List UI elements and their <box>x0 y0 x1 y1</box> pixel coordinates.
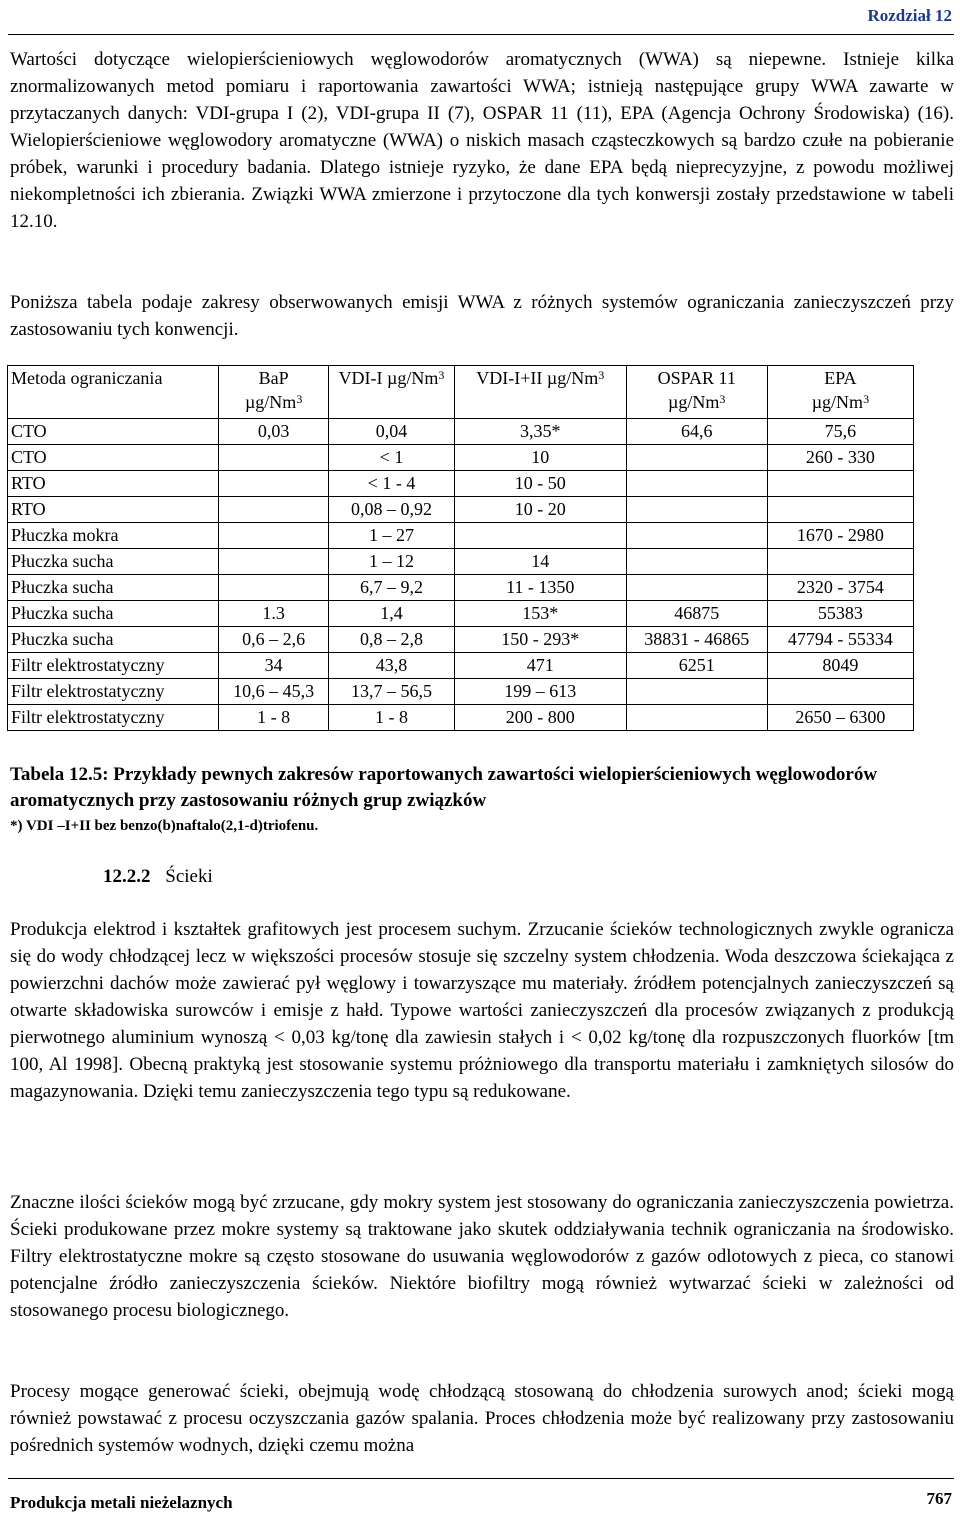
value-cell: 199 – 613 <box>454 679 626 705</box>
value-cell <box>626 549 767 575</box>
table-row <box>8 523 914 549</box>
table-row <box>8 653 914 679</box>
value-cell <box>219 549 329 575</box>
method-cell: Filtr elektrostatyczny <box>8 705 219 731</box>
value-cell: 10 <box>454 445 626 471</box>
method-cell: Płuczka sucha <box>8 549 219 575</box>
table-header-row <box>8 366 914 419</box>
table-row <box>8 549 914 575</box>
value-cell: 43,8 <box>329 653 455 679</box>
value-cell: 8049 <box>767 653 913 679</box>
value-cell: 55383 <box>767 601 913 627</box>
page-header <box>8 0 954 35</box>
value-cell: 14 <box>454 549 626 575</box>
table-row <box>8 601 914 627</box>
value-cell: 0,8 – 2,8 <box>329 627 455 653</box>
table-row <box>8 575 914 601</box>
value-cell: 1 – 27 <box>329 523 455 549</box>
value-cell: 75,6 <box>767 419 913 445</box>
value-cell: 34 <box>219 653 329 679</box>
value-cell: 2650 – 6300 <box>767 705 913 731</box>
value-cell: 10 - 20 <box>454 497 626 523</box>
section-heading <box>103 866 213 888</box>
value-cell: 6251 <box>626 653 767 679</box>
value-cell: 1,4 <box>329 601 455 627</box>
value-cell: 1 - 8 <box>329 705 455 731</box>
value-cell: 471 <box>454 653 626 679</box>
table-row <box>8 679 914 705</box>
method-cell: Płuczka sucha <box>8 575 219 601</box>
paragraph-graphite-wastewater: Produkcja elektrod i kształtek grafitowych jest procesem suchym. Zrzucanie ścieków technologicznych zwykle ogranicza się do wody chłodzącej lecz w większości procesów stosuje się szczelny system chłodzenia. Woda deszczowa ściekająca z powierzchni dachów może zawierać pył węglowy i towarzyszące mu materiały. źródłem potencjalnych zanieczyszczeń są otwarte składowiska surowców i emisje z hałd. Typowe wartości zanieczyszczeń dla procesów związanych z produkcją pierwotnego aluminium wynoszą < 0,03 kg/tonę dla zawiesin stałych i < 0,02 kg/tonę dla rozpuszczonych fluorków [tm 100, Al 1998]. Obecną praktyką jest stosowanie systemu próżniowego dla transportu materiału i zamkniętych silosów do magazynowania. Dzięki temu zanieczyszczenia tego typu są redukowane. <box>10 919 954 1102</box>
value-cell: 200 - 800 <box>454 705 626 731</box>
table-row <box>8 497 914 523</box>
value-cell <box>626 471 767 497</box>
value-cell <box>626 497 767 523</box>
value-cell <box>626 523 767 549</box>
method-cell: Płuczka mokra <box>8 523 219 549</box>
value-cell: 47794 - 55334 <box>767 627 913 653</box>
value-cell <box>767 497 913 523</box>
method-cell: RTO <box>8 471 219 497</box>
value-cell: < 1 - 4 <box>329 471 455 497</box>
method-cell: Filtr elektrostatyczny <box>8 679 219 705</box>
value-cell: 46875 <box>626 601 767 627</box>
value-cell <box>626 575 767 601</box>
value-cell: 1.3 <box>219 601 329 627</box>
table-row <box>8 419 914 445</box>
paragraph-table-intro: Poniższa tabela podaje zakresy obserwowanych emisji WWA z różnych systemów ograniczania zanieczyszczeń przy zastosowaniu tych konwencji. <box>10 292 954 340</box>
value-cell <box>626 705 767 731</box>
value-cell: 0,6 – 2,6 <box>219 627 329 653</box>
value-cell <box>219 575 329 601</box>
header-cell: VDI-I+II µg/Nm$^3$ <box>454 366 626 419</box>
value-cell: < 1 <box>329 445 455 471</box>
method-cell: Filtr elektrostatyczny <box>8 653 219 679</box>
table-row <box>8 471 914 497</box>
value-cell: 2320 - 3754 <box>767 575 913 601</box>
paragraph-wwa-intro: Wartości dotyczące wielopierścieniowych węglowodorów aromatycznych (WWA) są niepewne. Istnieje kilka znormalizowanych metod pomiaru i raportowania zawartości WWA; istnieją następujące grupy WWA zawarte w przytaczanych danych: VDI-grupa I (2), VDI-grupa II (7), OSPAR 11 (11), EPA (Agencja Ochrony Środowiska) (16). Wielopierścieniowe węglowodory aromatyczne (WWA) o niskich masach cząsteczkowych są bardzo czułe na pobieranie próbek, warunki i procedury badania. Dlatego istnieje ryzyko, że dane EPA będą nieprecyzyjne, z powodu możliwej niekompletności ich zbierania. Związki WWA zmierzone i przytoczone dla tych konwersji zostały przedstawione w tabeli 12.10. <box>10 49 954 232</box>
value-cell: 10 - 50 <box>454 471 626 497</box>
method-cell: Płuczka sucha <box>8 601 219 627</box>
table-footnote: *) VDI –I+II bez benzo(b)naftalo(2,1-d)triofenu. <box>10 818 319 834</box>
value-cell: 0,03 <box>219 419 329 445</box>
page-footer <box>8 1478 954 1512</box>
paragraph-wet-systems: Znaczne ilości ścieków mogą być zrzucane, gdy mokry system jest stosowany do ograniczania zanieczyszczenia powietrza. Ścieki produkowane przez mokre systemy są traktowane jako skutek oddziaływania technik ograniczania na środowisko. Filtry elektrostatyczne mokre są często stosowane do usuwania węglowodorów z gazów odlotowych z pieca, co stanowi potencjalne źródło zanieczyszczenia ścieków. Niektóre biofiltry mogą również wytwarzać ścieki w zależności od stosowanego procesu biologicznego. <box>10 1192 954 1321</box>
value-cell: 1 - 8 <box>219 705 329 731</box>
value-cell <box>219 445 329 471</box>
section-number: 12.2.2 <box>103 866 151 887</box>
value-cell: 0,08 – 0,92 <box>329 497 455 523</box>
table-body <box>8 419 914 731</box>
value-cell: 260 - 330 <box>767 445 913 471</box>
header-cell: OSPAR 11 µg/Nm$^3$ <box>626 366 767 419</box>
emissions-table <box>7 365 914 731</box>
value-cell: 6,7 – 9,2 <box>329 575 455 601</box>
value-cell <box>219 471 329 497</box>
header-cell: EPA µg/Nm$^3$ <box>767 366 913 419</box>
value-cell: 10,6 – 45,3 <box>219 679 329 705</box>
value-cell: 150 - 293* <box>454 627 626 653</box>
page-number: 767 <box>926 1489 952 1508</box>
section-title: Ścieki <box>165 866 213 887</box>
table-row <box>8 705 914 731</box>
value-cell <box>767 679 913 705</box>
method-cell: RTO <box>8 497 219 523</box>
value-cell <box>454 523 626 549</box>
value-cell <box>767 549 913 575</box>
value-cell: 13,7 – 56,5 <box>329 679 455 705</box>
value-cell: 1 – 12 <box>329 549 455 575</box>
value-cell: 153* <box>454 601 626 627</box>
value-cell <box>626 445 767 471</box>
header-cell: BaP µg/Nm$^3$ <box>219 366 329 419</box>
paragraph-cooling: Procesy mogące generować ścieki, obejmują wodę chłodzącą stosowaną do chłodzenia surowych anod; ścieki mogą również powstawać z procesu oczyszczania gazów spalania. Proces chłodzenia może być realizowany przy zastosowaniu pośrednich systemów wodnych, dzięki czemu można <box>10 1381 954 1456</box>
chapter-label: Rozdział 12 <box>867 6 952 25</box>
value-cell: 0,04 <box>329 419 455 445</box>
table-row <box>8 445 914 471</box>
footer-title: Produkcja metali nieżelaznych <box>10 1493 233 1512</box>
value-cell: 3,35* <box>454 419 626 445</box>
table-row <box>8 627 914 653</box>
value-cell: 64,6 <box>626 419 767 445</box>
value-cell: 1670 - 2980 <box>767 523 913 549</box>
value-cell <box>219 523 329 549</box>
value-cell: 38831 - 46865 <box>626 627 767 653</box>
table-caption: Tabela 12.5: Przykłady pewnych zakresów raportowanych zawartości wielopierścieniowych węglowodorów aromatycznych przy zastosowaniu różnych grup związków <box>10 764 878 811</box>
header-cell: VDI-I µg/Nm$^3$ <box>329 366 455 419</box>
header-cell: Metoda ograniczania <box>8 366 219 419</box>
value-cell <box>626 679 767 705</box>
method-cell: Płuczka sucha <box>8 627 219 653</box>
method-cell: CTO <box>8 445 219 471</box>
value-cell <box>219 497 329 523</box>
value-cell <box>767 471 913 497</box>
value-cell: 11 - 1350 <box>454 575 626 601</box>
method-cell: CTO <box>8 419 219 445</box>
